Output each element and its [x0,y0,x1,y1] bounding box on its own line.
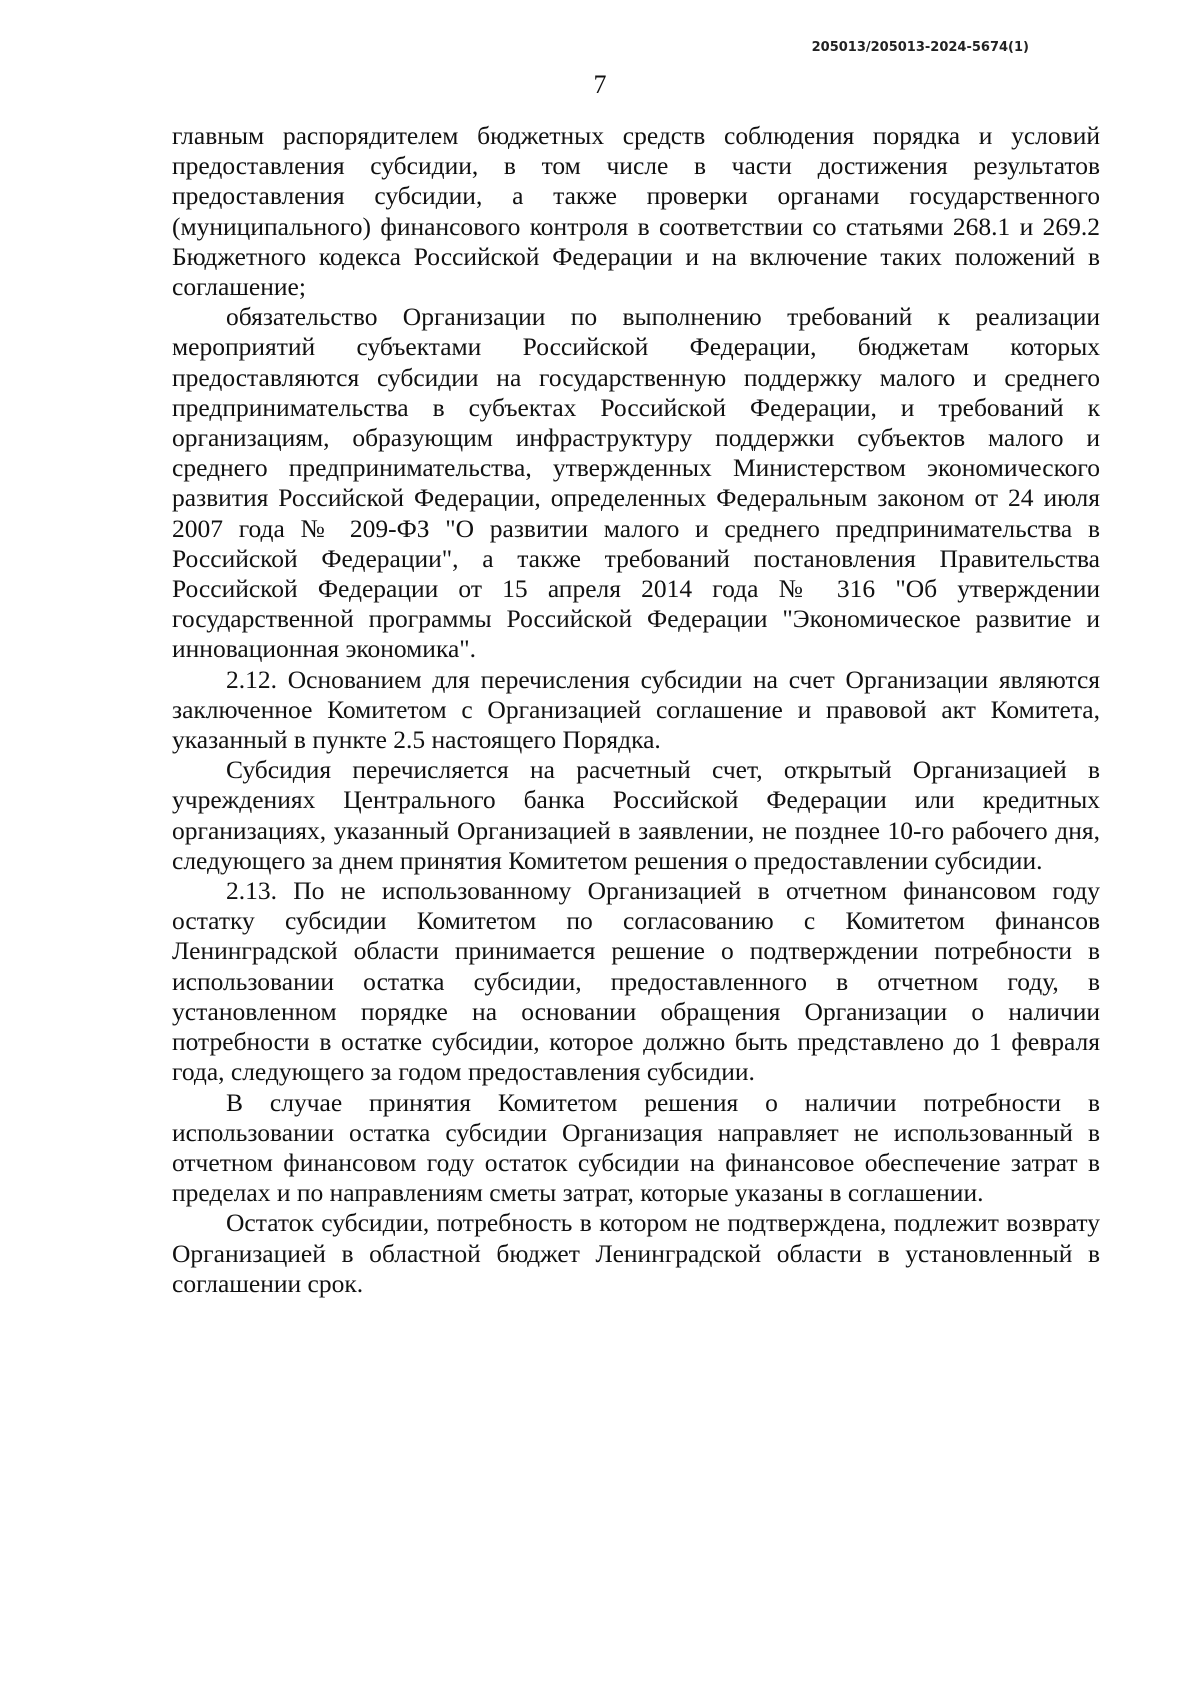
document-body [172,121,1100,1299]
page-number: 7 [593,70,607,99]
paragraph: Остаток субсидии, потребность в котором не подтверждена, подлежит возврату Организацией в областной бюджет Ленинградской области в установленный в соглашении срок. [172,1208,1100,1298]
document-id: 205013/205013-2024-5674(1) [811,40,1029,55]
paragraph: В случае принятия Комитетом решения о наличии потребности в использовании остатка субсидии Организация направляет не использованный в отчетном финансовом году остаток субсидии на финансовое обеспечение затрат в пределах и по направлениям сметы затрат, которые указаны в соглашении. [172,1087,1100,1208]
paragraph: Субсидия перечисляется на расчетный счет, открытый Организацией в учреждениях Центрального банка Российской Федерации или кредитных организациях, указанный Организацией в заявлении, не позднее 10-го рабочего дня, следующего за днем принятия Комитетом решения о предоставлении субсидии. [172,755,1100,875]
paragraph: 2.13. По не использованному Организацией в отчетном финансовом году остатку субсидии Комитетом по согласованию с Комитетом финансов Ленинградской области принимается решение о подтверждении потребности в использовании остатка субсидии, предоставленного в отчетном году, в установленном порядке на основании обращения Организации о наличии потребности в остатке субсидии, которое должно быть представлено до 1 февраля года, следующего за годом предоставления субсидии. [172,876,1100,1087]
paragraph: главным распорядителем бюджетных средств соблюдения порядка и условий предоставления субсидии, в том числе в части достижения результатов предоставления субсидии, а также проверки органами государственного (муниципального) финансового контроля в соответствии со статьями 268.1 и 269.2 Бюджетного кодекса Российской Федерации и на включение таких положений в соглашение; [172,121,1100,302]
paragraph: 2.12. Основанием для перечисления субсидии на счет Организации являются заключенное Комитетом с Организацией соглашение и правовой акт Комитета, указанный в пункте 2.5 настоящего Порядка. [172,664,1100,755]
paragraph: обязательство Организации по выполнению требований к реализации мероприятий субъектами Российской Федерации, бюджетам которых предоставляются субсидии на государственную поддержку малого и среднего предпринимательства в субъектах Российской Федерации, и требований к организациям, образующим инфраструктуру поддержки субъектов малого и среднего предпринимательства, утвержденных Министерством экономического развития Российской Федерации, определенных Федеральным законом от 24 июля 2007 года № 209-ФЗ "О развитии малого и среднего предпринимательства в Российской Федерации", а также требований постановления Правительства Российской Федерации от 15 апреля 2014 года № 316 "Об утверждении государственной программы Российской Федерации "Экономическое развитие и инновационная экономика". [172,302,1100,664]
